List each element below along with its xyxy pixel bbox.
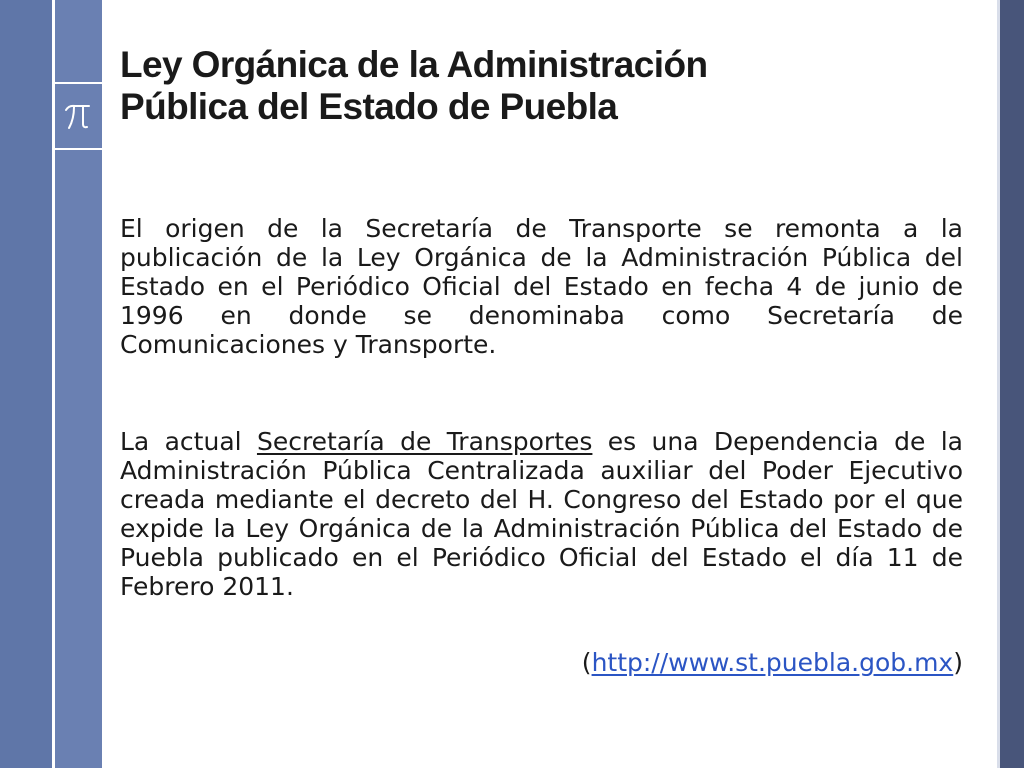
pi-symbol-icon [61,99,95,133]
slide-title [120,44,980,128]
secretaria-transportes-link[interactable]: Secretaría de Transportes [256,427,593,456]
source-open-paren: ( [581,648,592,677]
pi-symbol-box [52,82,102,150]
paragraph-origin: El origen de la Secretaría de Transporte se remonta a la publicación de la Ley Orgánica de la Administración Pública del Estado en el Periódico Oficial del Estado en fecha 4 de junio de 1996 en donde se denominaba como Secretaría de Comunicaciones y Transporte. [120,214,963,359]
right-decor-stripe [1000,0,1024,768]
paragraph-current-suffix: es una Dependencia de la Administración Pública Centralizada auxiliar del Poder Ejecutivo creada mediante el decreto del H. Congreso del Estado por el que expide la Ley Orgánica de la Administración Pública del Estado de Puebla publicado en el Periódico Oficial del Estado el día 11 de Febrero 2011. [120,427,963,601]
left-decor-stripe [0,0,52,768]
paragraph-current-prefix: La actual [120,427,257,456]
source-close-paren: ) [953,648,963,677]
title-line-2: Pública del Estado de Puebla [120,86,618,127]
title-line-1: Ley Orgánica de la Administración [120,44,708,85]
source-url-link[interactable]: http://www.st.puebla.gob.mx [591,648,954,677]
paragraph-current [120,427,963,601]
source-line [120,648,963,677]
